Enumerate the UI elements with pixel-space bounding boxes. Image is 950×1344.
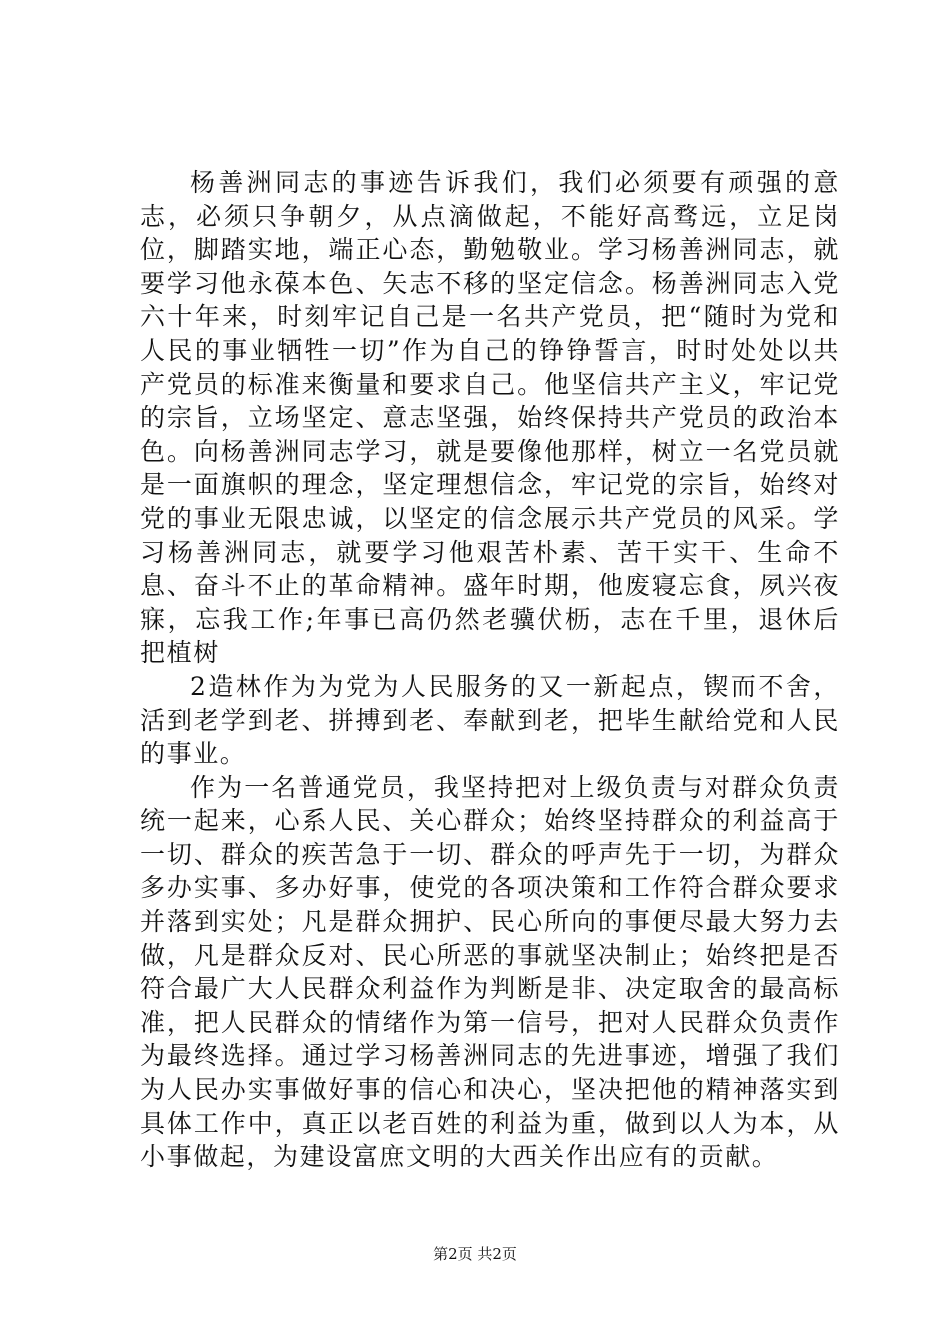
page-number-label: 第2页 共2页 [433, 1245, 517, 1263]
page-footer [0, 1244, 950, 1264]
paragraph-2: 2造林作为为党为人民服务的又一新起点，锲而不舍，活到老学到老、拼搏到老、奉献到老，把毕生献给党和人民的事业。 [140, 671, 840, 769]
paragraph-1: 杨善洲同志的事迹告诉我们，我们必须要有顽强的意志，必须只争朝夕，从点滴做起，不能好高骛远，立足岗位，脚踏实地，端正心态，勤勉敬业。学习杨善洲同志，就要学习他永葆本色、矢志不移的坚定信念。杨善洲同志入党六十年来，时刻牢记自己是一名共产党员，把“随时为党和人民的事业牺牲一切”作为自己的铮铮誓言，时时处处以共产党员的标准来衡量和要求自己。他坚信共产主义，牢记党的宗旨，立场坚定、意志坚强，始终保持共产党员的政治本色。向杨善洲同志学习，就是要像他那样，树立一名党员就是一面旗帜的理念，坚定理想信念，牢记党的宗旨，始终对党的事业无限忠诚，以坚定的信念展示共产党员的风采。学习杨善洲同志，就要学习他艰苦朴素、苦干实干、生命不息、奋斗不止的革命精神。盛年时期，他废寝忘食，夙兴夜寐，忘我工作;年事已高仍然老骥伏枥，志在千里，退休后把植树 [140, 168, 840, 668]
paragraph-3: 作为一名普通党员，我坚持把对上级负责与对群众负责统一起来，心系人民、关心群众；始终坚持群众的利益高于一切、群众的疾苦急于一切、群众的呼声先于一切，为群众多办实事、多办好事，使党的各项决策和工作符合群众要求并落到实处；凡是群众拥护、民心所向的事便尽最大努力去做，凡是群众反对、民心所恶的事就坚决制止；始终把是否符合最广大人民群众利益作为判断是非、决定取舍的最高标准，把人民群众的情绪作为第一信号，把对人民群众负责作为最终选择。通过学习杨善洲同志的先进事迹，增强了我们为人民办实事做好事的信心和决心，坚决把他的精神落实到具体工作中，真正以老百姓的利益为重，做到以人为本，从小事做起，为建设富庶文明的大西关作出应有的贡献。 [140, 772, 840, 1172]
document-body [140, 166, 840, 1174]
